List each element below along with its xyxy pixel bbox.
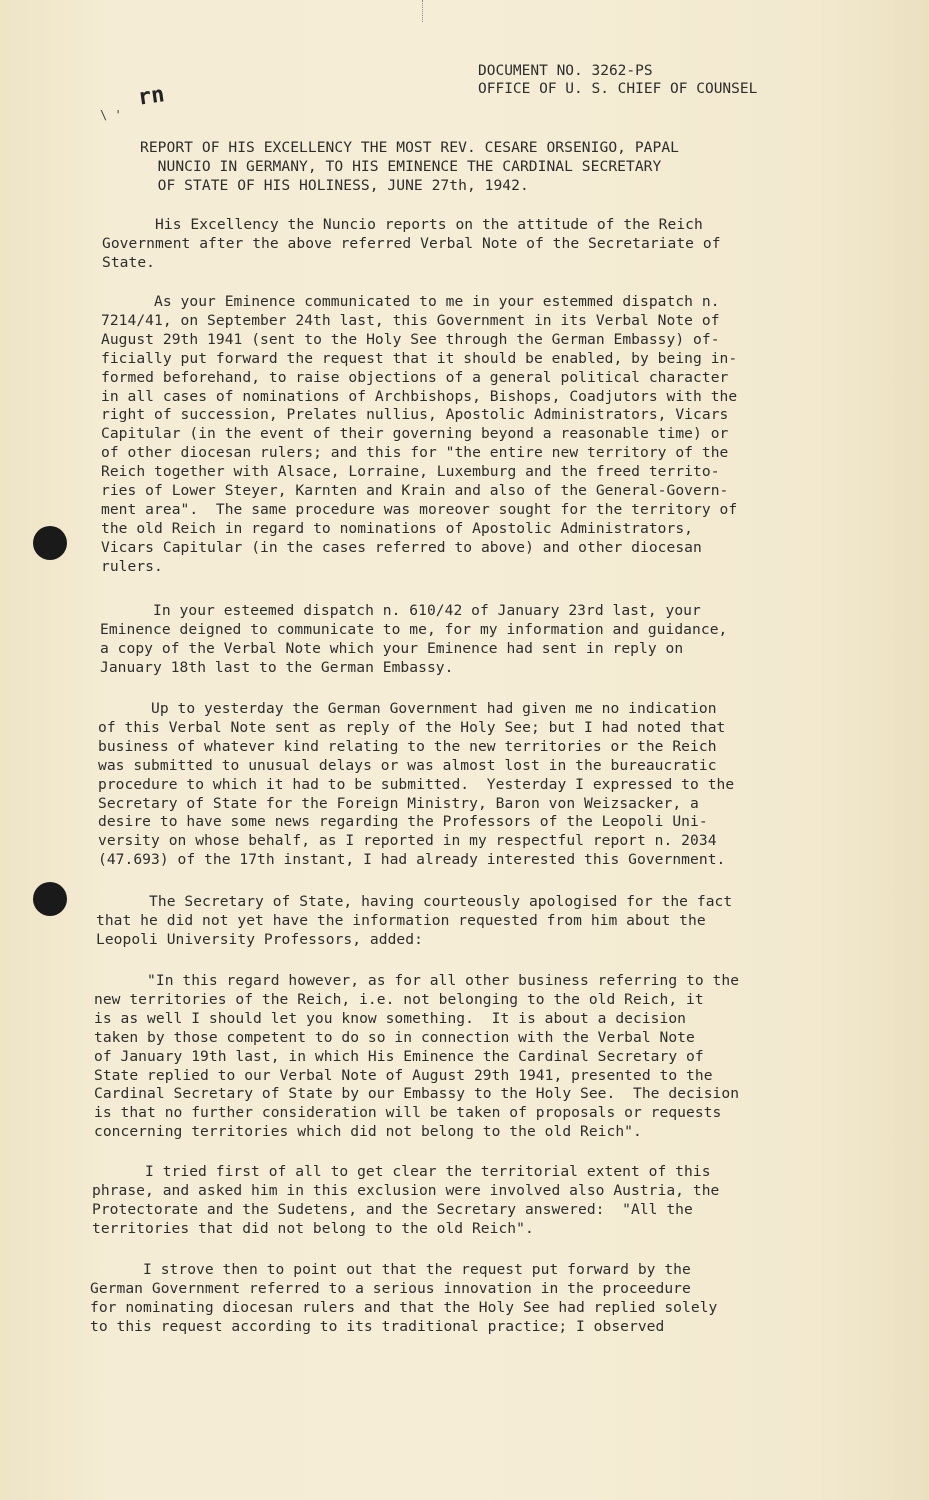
paragraph-territorial-extent: I tried first of all to get clear the territorial extent of this phrase, and asked him in this exclusion were involved also Austria, the Protectorate and the Sudetens, and the Secretary answered: "All the territories that did not belong to the old Reich". xyxy=(92,1163,720,1237)
paragraph-summary: His Excellency the Nuncio reports on the attitude of the Reich Government after the above referred Verbal Note of the Secretariate of State. xyxy=(102,216,721,271)
paragraph-dispatch-610: In your esteemed dispatch n. 610/42 of January 23rd last, your Eminence deigned to communicate to me, for my information and guidance, a copy of the Verbal Note which your Eminence had sent in reply on January 18th last to the German Embassy. xyxy=(100,602,728,676)
top-edge-mark xyxy=(422,0,429,22)
paragraph-verbal-note-request: As your Eminence communicated to me in your estemmed dispatch n. 7214/41, on September 24th last, this Government in its Verbal Note of August 29th 1941 (sent to the Holy See through the German Embassy) of- ficially put forward the request that it should be enabled, by being in- formed beforehand, to raise objections of a general political character in all cases of nominations of Archbishops, Bishops, Coadjutors with the right of succession, Prelates nullius, Apostolic Administrators, Vicars Capitular (in the event of their governing beyond a reasonable time) or of other diocesan rulers; and this for "the entire new territory of the Reich together with Alsace, Lorraine, Luxemburg and the freed territo- ries of Lower Steyer, Karnten and Krain and also of the General-Govern- ment area". The same procedure was moreover sought for the territory of the old Reich in regard to nominations of Apostolic Administrators, Vicars Capitular (in the cases referred to above) and other diocesan rulers. xyxy=(101,293,738,575)
report-title: REPORT OF HIS EXCELLENCY THE MOST REV. CESARE ORSENIGO, PAPAL NUNCIO IN GERMANY, TO HIS EMINENCE THE CARDINAL SECRETARY OF STATE OF HIS HOLINESS, JUNE 27th, 1942. xyxy=(140,139,680,194)
punch-hole-lower xyxy=(33,882,67,916)
paragraph-secretary-apology: The Secretary of State, having courteously apologised for the fact that he did not yet have the information requested from him about the Leopoli University Professors, added: xyxy=(96,893,733,948)
document-number: DOCUMENT NO. 3262-PS xyxy=(478,63,653,79)
paragraph-quoted-decision: "In this regard however, as for all other business referring to the new territories of the Reich, i.e. not belonging to the old Reich, it is as well I should let you know something. It is about a decision taken by those competent to do so in connection with the Verbal Note of January 19th last, in which His Eminence the Cardinal Secretary of State replied to our Verbal Note of August 29th 1941, presented to the Cardinal Secretary of State by our Embassy to the Holy See. The decision is that no further consideration will be taken of proposals or requests concerning territories which did not belong to the old Reich". xyxy=(94,972,740,1141)
office-line: OFFICE OF U. S. CHIEF OF COUNSEL xyxy=(478,81,758,97)
margin-tick-mark: \ ' xyxy=(100,108,122,122)
paragraph-german-government-delays: Up to yesterday the German Government had given me no indication of this Verbal Note sent as reply of the Holy See; but I had noted that business of whatever kind relating to the new territories or the Reich was submitted to unusual delays or was almost lost in the bureaucratic procedure to which it had to be submitted. Yesterday I expressed to the Secretary of State for the Foreign Ministry, Baron von Weizsacker, a desire to have some news regarding the Professors of the Leopoli Uni- versity on whose behalf, as I reported in my respectful report n. 2034 (47.693) of the 17th instant, I had already interested this Government. xyxy=(98,700,735,869)
punch-hole-upper xyxy=(33,526,67,560)
document-header xyxy=(478,62,757,98)
paragraph-innovation-objection: I strove then to point out that the request put forward by the German Government referred to a serious innovation in the proceedure for nominating diocesan rulers and that the Holy See had replied solely to this request according to its traditional practice; I observed xyxy=(90,1261,718,1335)
handwritten-margin-mark: rn xyxy=(136,82,167,111)
